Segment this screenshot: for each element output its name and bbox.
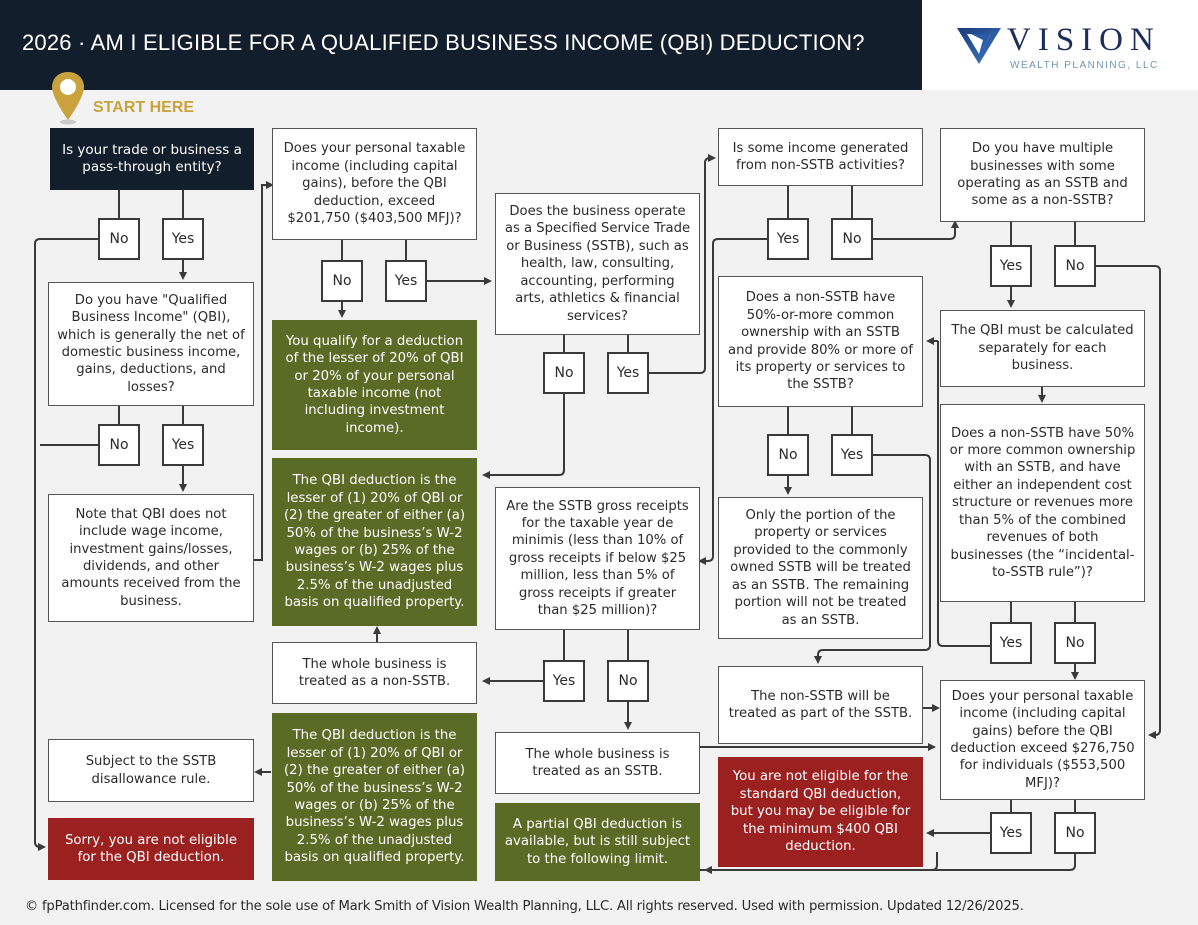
answer-no-multiple-businesses[interactable]: No [1054, 245, 1096, 287]
box-part-of-sstb: The non-SSTB will be treated as part of the SSTB. [718, 666, 923, 744]
q-is-sstb: Does the business operate as a Specified Service Trade or Business (SSTB), such as health, law, consulting, accounting, performing arts, athletics & financial services? [495, 193, 700, 335]
answer-no-is-sstb[interactable]: No [543, 352, 585, 394]
answer-yes-income-threshold[interactable]: Yes [385, 260, 427, 302]
answer-no-has-qbi[interactable]: No [98, 424, 140, 466]
q-pass-through: Is your trade or business a pass-through entity? [50, 128, 254, 190]
page-title: 2026 · AM I ELIGIBLE FOR A QUALIFIED BUSINESS INCOME (QBI) DEDUCTION? [22, 30, 865, 55]
answer-no-income-threshold[interactable]: No [321, 260, 363, 302]
outcome-minimum-400: You are not eligible for the standard QBI deduction, but you may be eligible for the minimum $400 QBI deduction. [718, 757, 923, 867]
outcome-partial: A partial QBI deduction is available, but is still subject to the following limit. [495, 803, 700, 881]
answer-yes-pass-through[interactable]: Yes [162, 218, 204, 260]
q-multiple-businesses: Do you have multiple businesses with some operating as an SSTB and some as a non-SSTB? [940, 128, 1145, 222]
box-whole-sstb: The whole business is treated as an SSTB. [495, 732, 700, 794]
outcome-qualify-lesser: You qualify for a deduction of the lesser of 20% of QBI or 20% of your personal taxable income (not including investment income). [272, 320, 477, 450]
box-only-portion: Only the portion of the property or services provided to the commonly owned SSTB will be treated as an SSTB. The remaining portion will not be treated as an SSTB. [718, 497, 923, 639]
footer-copyright: © fpPathfinder.com. Licensed for the sole use of Mark Smith of Vision Wealth Planning, LLC. All rights reserved. Used with permission. Updated 12/26/2025. [25, 899, 1024, 914]
answer-no-income-upper[interactable]: No [1054, 812, 1096, 854]
answer-no-pass-through[interactable]: No [98, 218, 140, 260]
start-here-label: START HERE [93, 99, 195, 116]
answer-no-incidental[interactable]: No [1054, 622, 1096, 664]
outcome-w2-limit-top: The QBI deduction is the lesser of (1) 20% of QBI or (2) the greater of either (a) 50% of the business’s W-2 wages or (b) 25% of the business’s W-2 wages plus 2.5% of the unadjusted basis on qualified property. [272, 458, 477, 626]
answer-yes-has-qbi[interactable]: Yes [162, 424, 204, 466]
answer-yes-incidental[interactable]: Yes [990, 622, 1032, 664]
answer-yes-is-sstb[interactable]: Yes [607, 352, 649, 394]
box-calc-separately: The QBI must be calculated separately for each business. [940, 310, 1145, 387]
box-whole-non-sstb: The whole business is treated as a non-SSTB. [272, 642, 477, 704]
q-incidental-rule: Does a non-SSTB have 50% or more common ownership with an SSTB, and have either an independent cost structure or revenues more than 5% of the combined revenues of both businesses (the “incidental-to-SSTB rule”)? [940, 404, 1145, 602]
answer-yes-non-sstb-income[interactable]: Yes [767, 218, 809, 260]
outcome-w2-limit-bottom: The QBI deduction is the lesser of (1) 20% of QBI or (2) the greater of either (a) 50% of the business’s W-2 wages or (b) 25% of the business’s W-2 wages plus 2.5% of the unadjusted basis on qualified property. [272, 713, 477, 881]
logo-subtitle: WEALTH PLANNING, LLC [1010, 60, 1159, 71]
note-qbi-excludes: Note that QBI does not include wage income, investment gains/losses, dividends, and other amounts received from the business. [48, 494, 254, 622]
answer-yes-common-ownership-80[interactable]: Yes [831, 434, 873, 476]
q-common-ownership-80: Does a non-SSTB have 50%-or-more common ownership with an SSTB and provide 80% or more of its property or services to the SSTB? [718, 276, 923, 407]
answer-no-common-ownership-80[interactable]: No [767, 434, 809, 476]
box-sstb-disallowance: Subject to the SSTB disallowance rule. [48, 739, 254, 802]
answer-no-de-minimis[interactable]: No [607, 660, 649, 702]
q-de-minimis: Are the SSTB gross receipts for the taxable year de minimis (less than 10% of gross receipts if below $25 million, less than 5% of gross receipts if greater than $25 million)? [495, 487, 700, 630]
q-non-sstb-income: Is some income generated from non-SSTB activities? [718, 128, 923, 186]
q-income-upper: Does your personal taxable income (including capital gains) before the QBI deduction exceed $276,750 for individuals ($553,500 MFJ)? [940, 680, 1145, 800]
answer-yes-de-minimis[interactable]: Yes [543, 660, 585, 702]
q-income-threshold: Does your personal taxable income (including capital gains), before the QBI deduction, exceed $201,750 ($403,500 MFJ)? [272, 128, 477, 240]
answer-yes-multiple-businesses[interactable]: Yes [990, 245, 1032, 287]
q-has-qbi: Do you have "Qualified Business Income" (QBI), which is generally the net of domestic business income, gains, deductions, and losses? [48, 282, 254, 406]
outcome-not-eligible: Sorry, you are not eligible for the QBI deduction. [48, 818, 254, 880]
answer-no-non-sstb-income[interactable]: No [831, 218, 873, 260]
answer-yes-income-upper[interactable]: Yes [990, 812, 1032, 854]
logo-wordmark: VISION [1007, 22, 1161, 58]
